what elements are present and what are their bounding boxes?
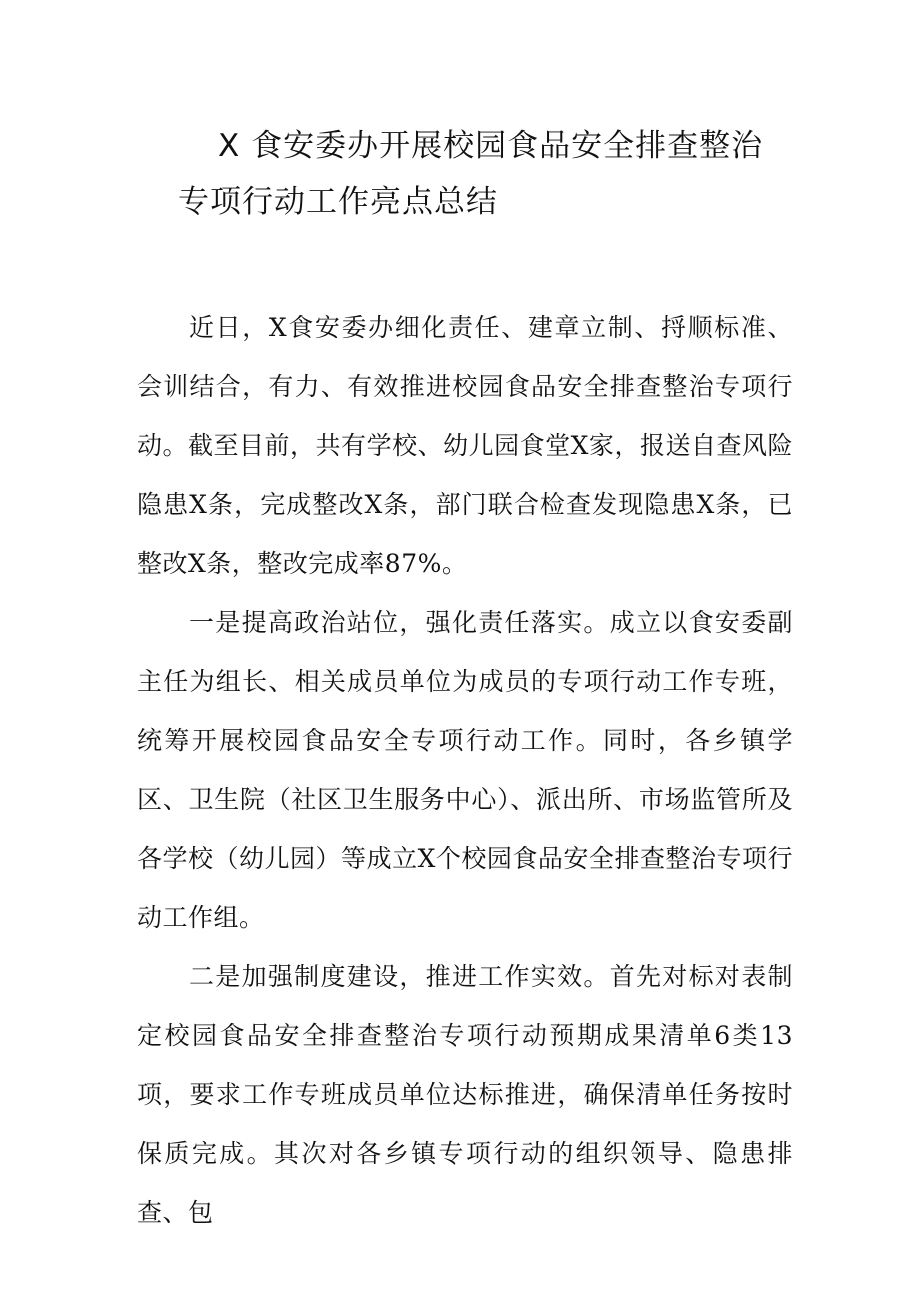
paragraph-point-one: 一是提高政治站位，强化责任落实。成立以食安委副主任为组长、相关成员单位为成员的专项行动工作专班，统筹开展校园食品安全专项行动工作。同时，各乡镇学区、卫生院（社区卫生服务中心）、派出所、市场监管所及各学校（幼儿园）等成立X个校园食品安全排查整治专项行动工作组。 — [137, 608, 793, 932]
title-line-1: X 食安委办开展校园食品安全排查整治 — [218, 128, 764, 164]
title-line-2: 专项行动工作亮点总结 — [178, 184, 498, 220]
document-body — [137, 298, 793, 1242]
document-title — [178, 118, 818, 230]
paragraph-point-two: 二是加强制度建设，推进工作实效。首先对标对表制定校园食品安全排查整治专项行动预期成果清单6类13项，要求工作专班成员单位达标推进，确保清单任务按时保质完成。其次对各乡镇专项行动的组织领导、隐患排查、包 — [137, 962, 793, 1227]
paragraph-intro: 近日，X食安委办细化责任、建章立制、捋顺标准、会训结合，有力、有效推进校园食品安全排查整治专项行动。截至目前，共有学校、幼儿园食堂X家，报送自查风险隐患X条，完成整改X条，部门联合检查发现隐患X条，已整改X条，整改完成率87%。 — [137, 313, 793, 578]
